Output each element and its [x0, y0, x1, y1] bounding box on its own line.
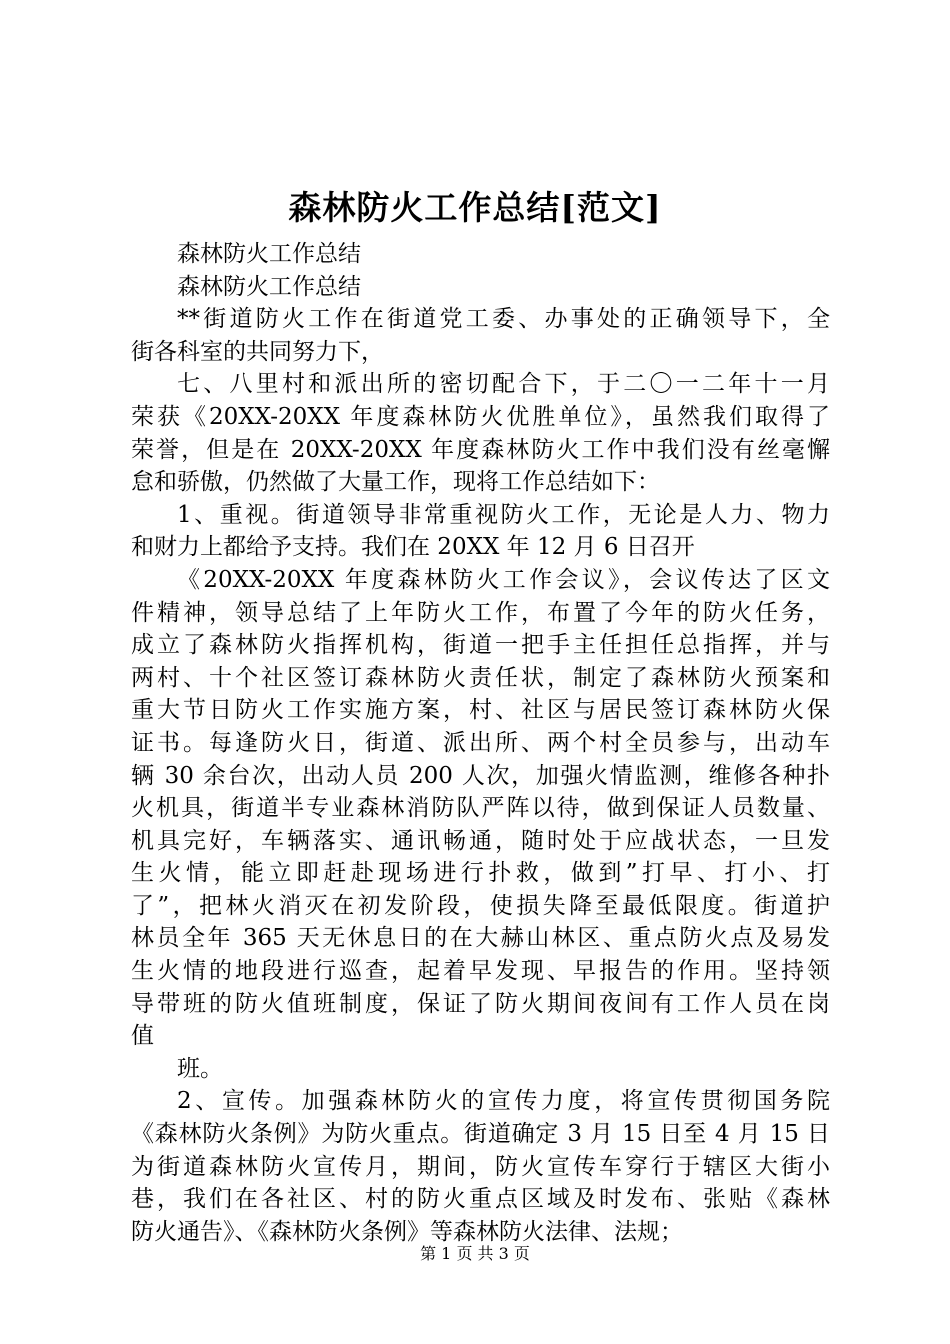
text-line: 森林防火工作总结: [177, 241, 361, 267]
text-line: 证书。每逢防火日，街道、派出所、两个村全员参与，出动车: [131, 729, 830, 756]
text-line: 1、重视。街道领导非常重视防火工作，无论是人力、物力: [177, 501, 830, 528]
text-line: 生火情的地段进行巡查，起着早发现、早报告的作用。坚持领: [131, 958, 830, 985]
text-line: 荣获《20XX-20XX 年度森林防火优胜单位》，虽然我们取得了: [131, 403, 830, 430]
text-line: 七、八里村和派出所的密切配合下，于二〇一二年十一月: [177, 371, 830, 398]
document-title: 森林防火工作总结[范文]: [288, 188, 662, 227]
text-line: **街道防火工作在街道党工委、办事处的正确领导下，全: [177, 306, 830, 333]
text-line: 巷，我们在各社区、村的防火重点区域及时发布、张贴《森林: [131, 1186, 830, 1213]
text-line: 街各科室的共同努力下，: [131, 338, 384, 365]
text-line: 了”，把林火消灭在初发阶段，使损失降至最低限度。街道护: [131, 892, 830, 919]
text-line: 辆 30 余台次，出动人员 200 人次，加强火情监测，维修各种扑: [131, 762, 830, 789]
text-line: 森林防火工作总结: [177, 273, 361, 300]
document-body: [131, 238, 830, 1248]
text-line: 为街道森林防火宣传月，期间，防火宣传车穿行于辖区大街小: [131, 1153, 830, 1180]
text-line: 《20XX-20XX 年度森林防火工作会议》，会议传达了区文: [177, 566, 830, 593]
text-line: 班。: [177, 1055, 223, 1082]
text-line: 导带班的防火值班制度，保证了防火期间夜间有工作人员在岗: [131, 990, 830, 1017]
text-line: 2、宣传。加强森林防火的宣传力度，将宣传贯彻国务院: [177, 1088, 830, 1115]
text-line: 火机具，街道半专业森林消防队严阵以待，做到保证人员数量、: [131, 795, 830, 822]
text-line: 《森林防火条例》为防火重点。街道确定 3 月 15 日至 4 月 15 日: [131, 1121, 830, 1148]
text-line: 值: [131, 1023, 154, 1050]
text-line: 两村、十个社区签订森林防火责任状，制定了森林防火预案和: [131, 664, 830, 691]
text-line: 防火通告》、《森林防火条例》等森林防火法律、法规；: [131, 1218, 683, 1245]
text-line: 成立了森林防火指挥机构，街道一把手主任担任总指挥，并与: [131, 632, 830, 659]
text-line: 怠和骄傲，仍然做了大量工作，现将工作总结如下：: [131, 469, 660, 496]
text-line: 荣誉，但是在 20XX-20XX 年度森林防火工作中我们没有丝毫懈: [131, 436, 830, 463]
text-line: 机具完好，车辆落实、通讯畅通，随时处于应战状态，一旦发: [131, 827, 830, 854]
text-line: 件精神，领导总结了上年防火工作，布置了今年的防火任务，: [131, 599, 830, 626]
text-line: 生火情，能立即赶赴现场进行扑救，做到”打早、打小、打: [131, 860, 830, 887]
text-line: 林员全年 365 天无休息日的在大赫山林区、重点防火点及易发: [131, 925, 830, 952]
text-line: 重大节日防火工作实施方案，村、社区与居民签订森林防火保: [131, 697, 830, 724]
page-footer: 第 1 页 共 3 页: [420, 1244, 530, 1263]
text-line: 和财力上都给予支持。我们在 20XX 年 12 月 6 日召开: [131, 534, 695, 561]
